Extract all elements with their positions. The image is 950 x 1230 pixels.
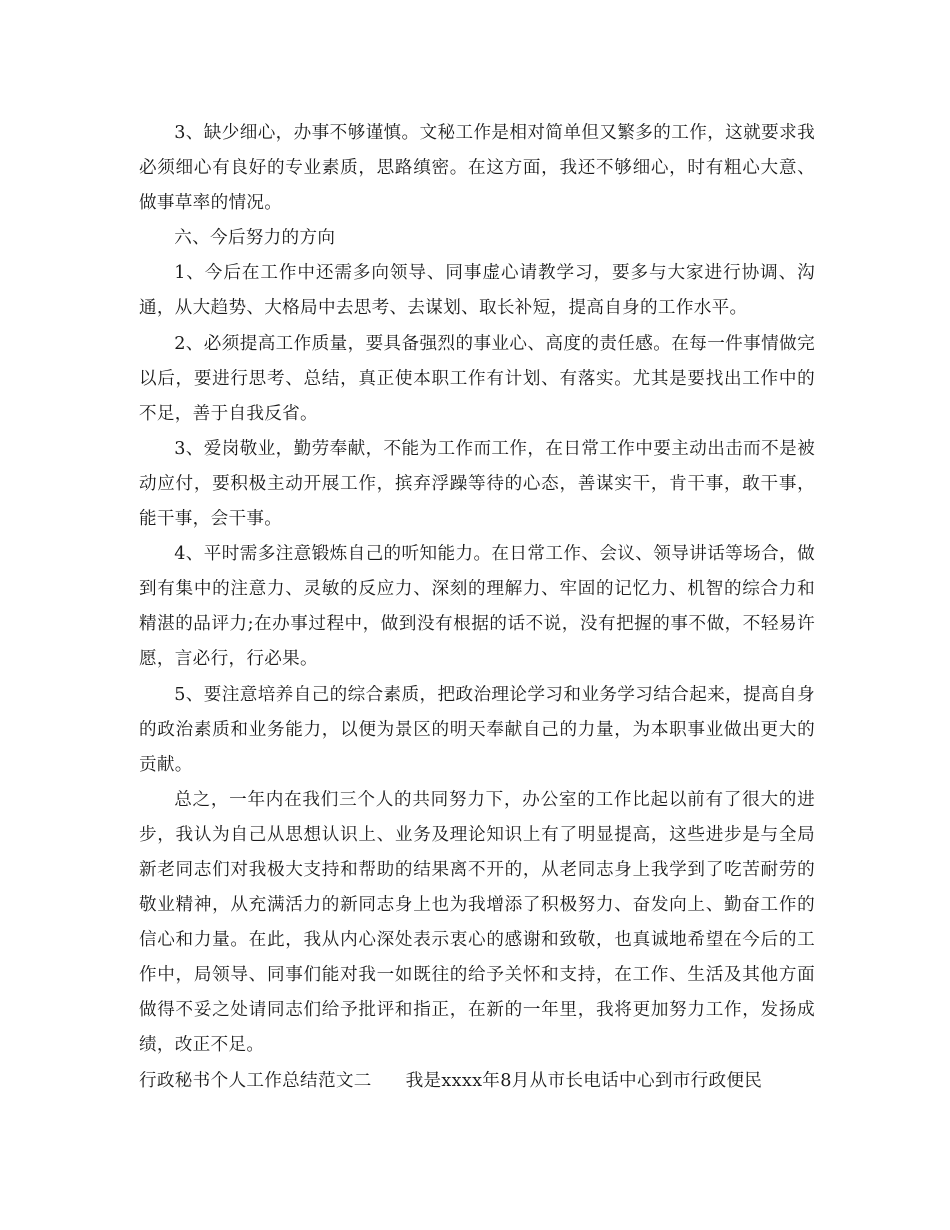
document-body [139,116,815,1099]
paragraph-point-3: 3、爱岗敬业，勤劳奉献，不能为工作而工作，在日常工作中要主动出击而不是被动应付，要积极主动开展工作，摈弃浮躁等待的心态，善谋实干，肯干事，敢干事，能干事，会干事。 [139,438,815,530]
section-heading-future-direction: 六、今后努力的方向 [174,228,336,249]
next-section-title: 行政秘书个人工作总结范文二 [139,1070,372,1091]
paragraph-point-2: 2、必须提高工作质量，要具备强烈的事业心、高度的责任感。在每一件事情做完以后，要进行思考、总结，真正使本职工作有计划、有落实。尤其是要找出工作中的不足，善于自我反省。 [139,333,815,424]
paragraph-point-4: 4、平时需多注意锻炼自己的听知能力。在日常工作、会议、领导讲话等场合，做到有集中的注意力、灵敏的反应力、深刻的理解力、牢固的记忆力、机智的综合力和精湛的品评力;在办事过程中，做到没有根据的话不说，没有把握的事不做，不轻易许愿，言必行，行必果。 [139,544,815,670]
paragraph-lack-of-care: 3、缺少细心，办事不够谨慎。文秘工作是相对简单但又繁多的工作，这就要求我必须细心有良好的专业素质，思路缜密。在这方面，我还不够细心，时有粗心大意、做事草率的情况。 [139,123,815,214]
next-section-line [139,1064,815,1099]
paragraph-conclusion: 总之，一年内在我们三个人的共同努力下，办公室的工作比起以前有了很大的进步，我认为自己从思想认识上、业务及理论知识上有了明显提高，这些进步是与全局新老同志们对我极大支持和帮助的结果离不开的，从老同志身上我学到了吃苦耐劳的敬业精神，从充满活力的新同志身上也为我增添了积极努力、奋发向上、勤奋工作的信心和力量。在此，我从内心深处表示衷心的感谢和致敬，也真诚地希望在今后的工作中，局领导、同事们能对我一如既往的给予关怀和支持，在工作、生活及其他方面做得不妥之处请同志们给予批评和指正，在新的一年里，我将更加努力工作，发扬成绩，改正不足。 [139,789,815,1056]
paragraph-point-5: 5、要注意培养自己的综合素质，把政治理论学习和业务学习结合起来，提高自身的政治素质和业务能力，以便为景区的明天奉献自己的力量，为本职事业做出更大的贡献。 [139,684,815,775]
paragraph-point-1: 1、今后在工作中还需多向领导、同事虚心请教学习，要多与大家进行协调、沟通，从大趋势、大格局中去思考、去谋划、取长补短，提高自身的工作水平。 [139,263,815,319]
next-section-lead-text: 我是xxxx年8月从市长电话中心到市行政便民 [405,1070,763,1091]
